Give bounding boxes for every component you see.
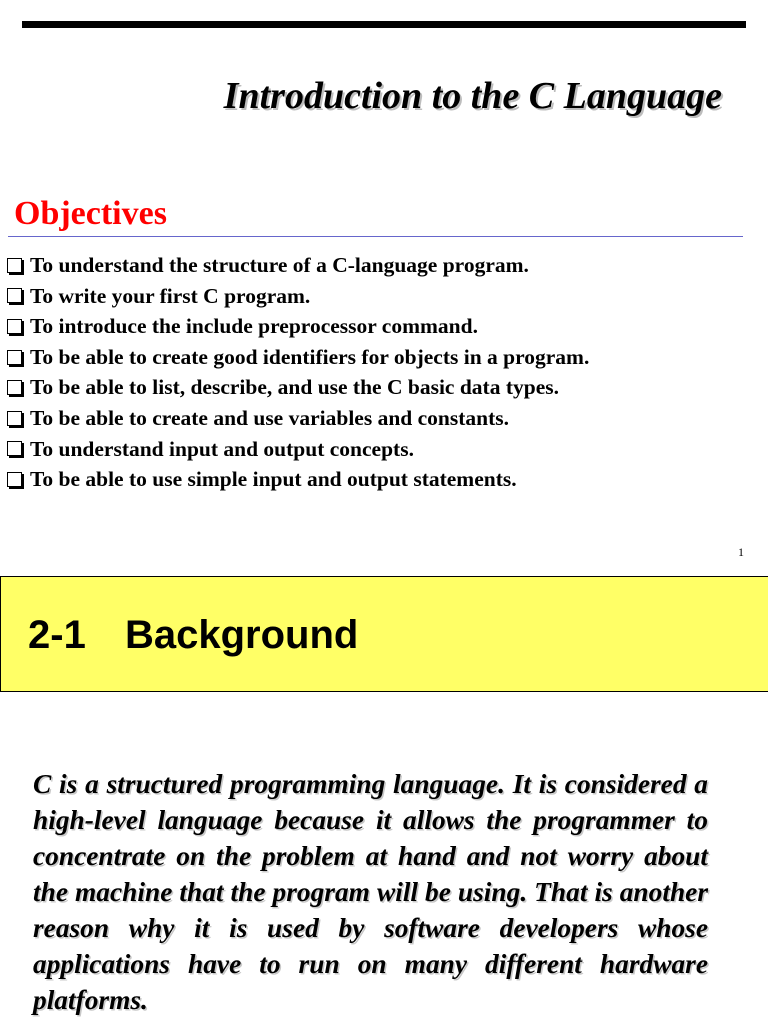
checkbox-icon (7, 411, 22, 426)
checkbox-icon (7, 319, 22, 334)
section-number: 2-1 (28, 613, 86, 657)
section-title: Background (125, 613, 359, 657)
checkbox-icon (7, 472, 22, 487)
checkbox-icon (7, 258, 22, 273)
objective-text: To introduce the include preprocessor command. (30, 314, 478, 339)
objectives-divider (8, 236, 743, 237)
objective-item (7, 311, 589, 342)
objective-item (7, 342, 589, 373)
checkbox-icon (7, 380, 22, 395)
objective-item (7, 281, 589, 312)
objective-text: To be able to list, describe, and use the C basic data types. (30, 375, 559, 400)
checkbox-icon (7, 288, 22, 303)
section-heading-band (0, 576, 768, 692)
objectives-heading: Objectives (14, 195, 167, 232)
slide-number: 1 (738, 545, 744, 559)
checkbox-icon (7, 350, 22, 365)
slide-background (0, 576, 768, 1024)
checkbox-icon (7, 441, 22, 456)
objective-item (7, 403, 589, 434)
objective-text: To understand input and output concepts. (30, 436, 414, 461)
objective-text: To be able to create and use variables and constants. (30, 405, 510, 430)
objective-text: To write your first C program. (30, 283, 311, 308)
body-paragraph: C is a structured programming language. It is considered a high-level language because it allows the programmer to concentrate on the problem at hand and not worry about the machine that the program will be using. That is another reason why it is used by software developers whose applications have to run on many different hardware platforms. (33, 769, 708, 1015)
objective-text: To be able to use simple input and output statements. (30, 467, 517, 492)
objective-item (7, 434, 589, 465)
objective-text: To understand the structure of a C-language program. (30, 253, 529, 277)
slide-title: Introduction to the C Language (223, 75, 722, 117)
objectives-list (7, 250, 589, 495)
objective-item (7, 464, 589, 495)
objective-item (7, 250, 589, 281)
objective-item (7, 372, 589, 403)
top-rule (22, 21, 746, 28)
objective-text: To be able to create good identifiers for objects in a program. (30, 344, 590, 369)
